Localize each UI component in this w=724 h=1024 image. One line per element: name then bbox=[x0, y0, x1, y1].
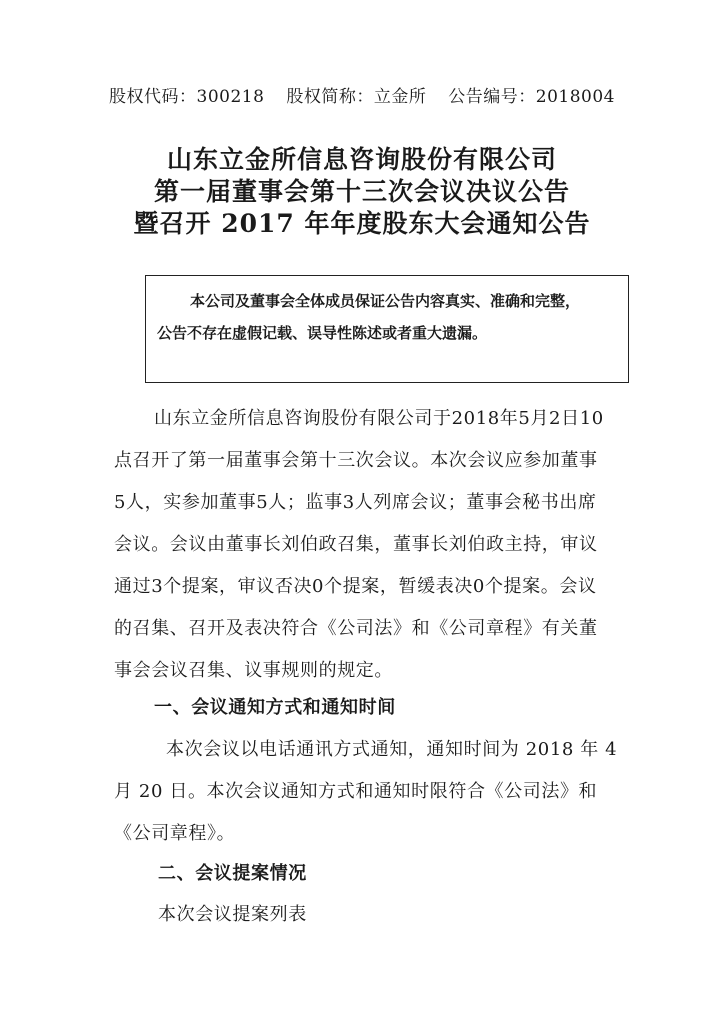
title-company: 山东立金所信息咨询股份有限公司 bbox=[166, 145, 557, 174]
paragraph-1-line-7: 事会会议召集、议事规则的规定。 bbox=[114, 660, 393, 681]
paragraph-1-line-1: 山东立金所信息咨询股份有限公司于2018年5月2日10 bbox=[154, 408, 604, 429]
paragraph-1-line-6: 的召集、召开及表决符合《公司法》和《公司章程》有关董 bbox=[114, 618, 598, 639]
paragraph-1-line-2: 点召开了第一届董事会第十三次会议。本次会议应参加董事 bbox=[114, 450, 598, 471]
stock-code: 股权代码：300218 bbox=[109, 87, 265, 107]
title-resolution: 第一届董事会第十三次会议决议公告 bbox=[153, 177, 570, 206]
paragraph-2-line-1: 本次会议以电话通讯方式通知，通知时间为 2018 年 4 bbox=[166, 739, 618, 760]
disclaimer-box bbox=[145, 275, 629, 383]
paragraph-2-line-2: 月 20 日。本次会议通知方式和通知时限符合《公司法》和 bbox=[114, 781, 598, 802]
paragraph-1-line-3: 5人，实参加董事5人；监事3人列席会议；董事会秘书出席 bbox=[114, 492, 597, 513]
section-1-heading: 一、会议通知方式和通知时间 bbox=[154, 697, 396, 718]
paragraph-1-line-5: 通过3个提案，审议否决0个提案，暂缓表决0个提案。会议 bbox=[114, 576, 597, 597]
paragraph-2-line-3: 《公司章程》。 bbox=[114, 823, 236, 844]
title-meeting-notice: 暨召开 2017 年年度股东大会通知公告 bbox=[133, 209, 591, 238]
paragraph-3-line-1: 本次会议提案列表 bbox=[158, 904, 307, 925]
disclaimer-line-2: 公告不存在虚假记载、误导性陈述或者重大遗漏。 bbox=[157, 324, 488, 342]
paragraph-1-line-4: 会议。会议由董事长刘伯政召集，董事长刘伯政主持，审议 bbox=[114, 534, 598, 555]
announcement-number: 公告编号：2018004 bbox=[448, 87, 615, 107]
document-header bbox=[0, 82, 724, 107]
stock-name: 股权简称：立金所 bbox=[286, 87, 427, 107]
disclaimer-line-1: 本公司及董事会全体成员保证公告内容真实、准确和完整， bbox=[190, 292, 581, 310]
section-2-heading: 二、会议提案情况 bbox=[158, 863, 307, 884]
